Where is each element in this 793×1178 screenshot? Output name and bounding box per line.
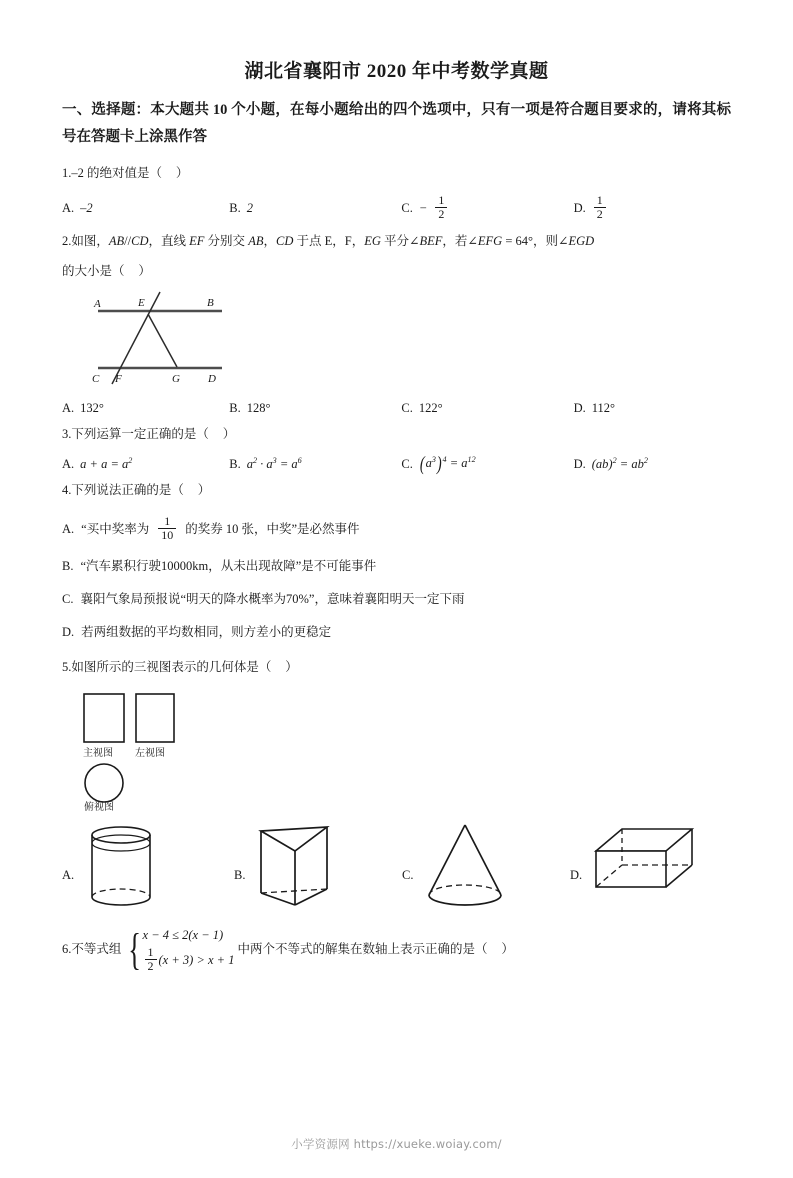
q5-close: ）: [285, 660, 298, 675]
q1-option-a-value: –2: [80, 201, 93, 216]
q3-close: ）: [222, 426, 236, 441]
q6-prefix: 不等式组: [71, 941, 122, 956]
label-B: B: [207, 296, 214, 309]
q1-option-c-label: C.: [401, 201, 413, 216]
question-1-options: [62, 195, 731, 223]
section-heading: 一、选择题：本大题共 10 个小题，在每小题给出的四个选项中，只有一项是符合题目要求的，请将其标号在答题卡上涂黑作答: [62, 102, 731, 145]
q6-number: 6.: [62, 941, 72, 956]
site-watermark: 小学资源网 https://xueke.woiay.com/: [291, 1137, 502, 1151]
q2-egd: EGD: [568, 233, 595, 248]
q2-eg: EG: [364, 233, 381, 248]
rectangular-box-icon: [586, 821, 702, 913]
top-view-label: 俯视图: [84, 801, 114, 812]
q1-option-b[interactable]: [229, 201, 401, 216]
q2-parallel-symbol: //: [124, 233, 132, 248]
q4-number: 4.: [62, 483, 72, 498]
q6-close: ）: [501, 941, 514, 956]
q1-option-a-label: A.: [62, 201, 75, 216]
page-title: 湖北省襄阳市 2020 年中考数学真题: [244, 61, 549, 82]
question-5-figure: [70, 690, 731, 817]
q1-text: –2 的绝对值是（: [71, 165, 163, 180]
q2-t4: ，: [263, 233, 276, 248]
three-view-drawing: [70, 690, 200, 812]
q4-option-a-part1: “买中奖率为: [81, 522, 150, 537]
label-C: C: [92, 372, 100, 385]
q5-option-a[interactable]: [62, 821, 234, 913]
q2-t2: ，直线: [148, 233, 190, 248]
q1-option-c-fraction: [435, 194, 447, 222]
q2-option-d[interactable]: [574, 401, 731, 416]
q6-system-line2: [143, 944, 235, 975]
q6-frac-denominator: 2: [145, 959, 157, 973]
q4-option-c[interactable]: [62, 589, 731, 609]
q2-option-d-value: 112°: [591, 400, 616, 415]
q2-efg: EFG: [477, 233, 503, 248]
q3-option-c-label: C.: [401, 456, 413, 471]
q5-option-d[interactable]: [570, 821, 730, 913]
front-view-label: 主视图: [83, 747, 113, 759]
q1-close: ）: [175, 165, 189, 180]
triangular-prism-icon: [249, 821, 341, 913]
label-F: F: [115, 372, 122, 385]
q2-ab2: AB: [248, 233, 264, 248]
label-D: D: [208, 372, 216, 385]
q4-close: ）: [197, 483, 211, 498]
q1-option-b-value: 2: [246, 201, 253, 216]
q2-t3: 分别交: [204, 233, 249, 248]
cylinder-icon: [78, 821, 164, 913]
q2-number: 2.: [62, 233, 72, 248]
q5-option-a-label: A.: [62, 867, 75, 882]
q4-option-a-fraction: [158, 515, 176, 543]
q5-number: 5.: [62, 660, 72, 675]
q6-system-line2-rest: (x + 3) > x + 1: [158, 952, 235, 967]
q1-option-d-numerator: 1: [596, 193, 603, 207]
q6-inequality-system: [124, 925, 234, 975]
label-A: A: [94, 297, 101, 310]
q4-option-a-numerator: 1: [164, 513, 171, 528]
q5-option-b-label: B.: [234, 867, 246, 882]
q3-number: 3.: [62, 426, 72, 441]
q3-option-b-formula: $a^2 \cdot a^3 = a^6$: [246, 455, 302, 471]
top-view-circle: [85, 764, 123, 802]
label-G: G: [172, 372, 180, 385]
q2-cd: CD: [131, 233, 149, 248]
q1-option-d-fraction: [594, 194, 606, 222]
q2-close: ）: [138, 264, 151, 279]
q4-option-d-label: D.: [62, 625, 75, 640]
exam-page: [0, 56, 793, 1178]
question-6-stem: [62, 925, 731, 975]
q2-t6: 平分∠: [380, 233, 420, 248]
q3-option-d-formula: $(ab)^2 = ab^2$: [591, 455, 648, 471]
q1-option-d-label: D.: [573, 201, 586, 216]
q1-option-d[interactable]: [574, 195, 731, 223]
q2-option-c[interactable]: [401, 401, 573, 416]
q2-bef: BEF: [419, 233, 443, 248]
q5-option-b[interactable]: [234, 821, 402, 913]
q2-option-b-label: B.: [229, 400, 241, 415]
question-3-options: [62, 453, 731, 476]
question-3-stem: [62, 422, 731, 446]
q4-option-a[interactable]: [62, 513, 731, 544]
q3-option-c[interactable]: [401, 453, 573, 476]
left-brace-icon: {: [128, 924, 142, 974]
q3-option-c-formula: $(a^3)^4 = a^{12}$: [419, 453, 476, 476]
question-5-stem: [62, 655, 731, 679]
q1-number: 1.: [62, 165, 72, 180]
q4-text: 下列说法正确的是（: [71, 483, 184, 498]
q5-option-d-label: D.: [570, 867, 583, 882]
q4-option-d-value: 若两组数据的平均数相同，则方差小的更稳定: [81, 625, 332, 640]
question-1-stem: [62, 161, 731, 185]
q1-option-c[interactable]: [401, 195, 573, 223]
q3-option-b-label: B.: [229, 456, 241, 471]
q2-t7: ，若∠: [442, 233, 478, 248]
q2-t9: 的大小是（: [62, 264, 125, 279]
q4-option-c-label: C.: [62, 592, 74, 607]
q3-option-d[interactable]: [574, 457, 731, 472]
q2-ef: EF: [189, 233, 205, 248]
q2-option-a-value: 132°: [80, 400, 104, 415]
question-4-stem: [62, 478, 731, 502]
q6-suffix: 中两个不等式的解集在数轴上表示正确的是（: [237, 941, 488, 956]
q6-system-fraction: [145, 946, 157, 974]
q1-option-c-denominator: 2: [435, 207, 447, 221]
q3-text: 下列运算一定正确的是（: [71, 426, 209, 441]
q3-option-d-label: D.: [573, 456, 586, 471]
q2-option-b[interactable]: [229, 401, 401, 416]
left-view-rectangle: [136, 694, 174, 742]
cone-icon: [417, 821, 513, 913]
q2-option-c-label: C.: [401, 400, 413, 415]
q1-option-c-sign: −: [418, 201, 428, 216]
front-view-rectangle: [84, 694, 124, 742]
q3-option-a-label: A.: [62, 456, 75, 471]
q4-option-b[interactable]: [62, 556, 731, 576]
left-view-label: 左视图: [135, 747, 165, 759]
q3-option-a[interactable]: [62, 457, 229, 472]
q2-option-a-label: A.: [62, 400, 75, 415]
q4-option-a-label: A.: [62, 522, 75, 537]
q4-option-b-value: “汽车累积行驶10000km，从未出现故障”是不可能事件: [80, 559, 377, 574]
question-2-figure: [80, 290, 731, 391]
q1-option-c-numerator: 1: [438, 193, 445, 207]
q4-option-c-value: 襄阳气象局预报说“明天的降水概率为70%”，意味着襄阳明天一定下雨: [80, 592, 465, 607]
question-2-stem: [62, 229, 731, 253]
q2-option-a[interactable]: [62, 401, 229, 416]
label-E: E: [138, 296, 145, 309]
q4-option-b-label: B.: [62, 559, 74, 574]
q5-option-c[interactable]: [402, 821, 570, 913]
q6-system-line1: x − 4 ≤ 2(x − 1): [142, 927, 224, 942]
q3-option-a-formula: $a + a = a^2$: [80, 455, 133, 471]
q2-t5: 于点 E，F，: [293, 233, 365, 248]
q3-option-b[interactable]: [229, 457, 401, 472]
question-5-options: [62, 821, 731, 913]
q2-cd2: CD: [275, 233, 294, 248]
q5-option-c-label: C.: [402, 867, 414, 882]
q2-option-c-value: 122°: [418, 400, 443, 415]
q2-t8: = 64°，则∠: [502, 233, 569, 248]
question-2-options: [62, 401, 731, 416]
question-2-stem-line2: [62, 259, 731, 283]
q4-option-a-denominator: 10: [158, 528, 176, 542]
q2-t1: 如图，: [71, 233, 109, 248]
q4-option-a-part2: 的奖券 10 张，中奖”是必然事件: [185, 522, 360, 537]
q1-option-b-label: B.: [229, 201, 241, 216]
q6-frac-numerator: 1: [147, 944, 154, 959]
q1-option-d-denominator: 2: [594, 207, 606, 221]
parallel-lines-diagram: [80, 290, 260, 386]
q1-option-a[interactable]: [62, 201, 229, 216]
q2-option-b-value: 128°: [246, 400, 271, 415]
q5-text: 如图所示的三视图表示的几何体是（: [71, 660, 272, 675]
q2-option-d-label: D.: [573, 400, 586, 415]
q2-ab: AB: [108, 233, 125, 248]
q4-option-d[interactable]: [62, 622, 731, 642]
